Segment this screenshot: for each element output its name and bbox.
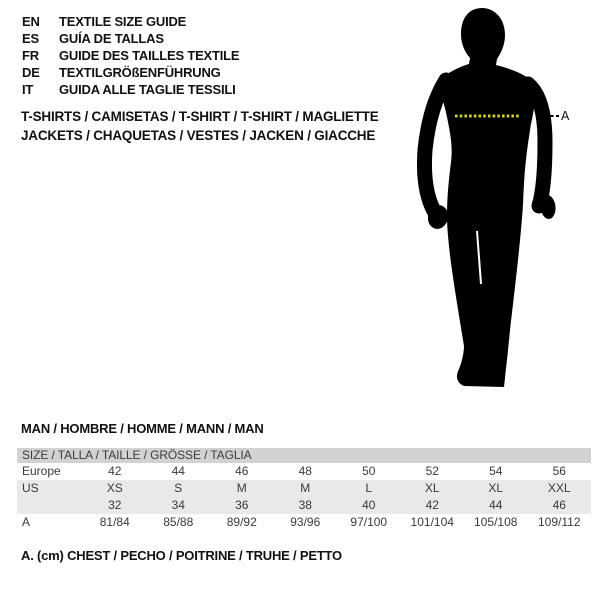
size-table-body bbox=[17, 463, 591, 531]
table-cell: 109/112 bbox=[538, 515, 581, 529]
table-cell: 38 bbox=[298, 498, 312, 512]
table-cell: 85/88 bbox=[163, 515, 194, 529]
table-row-label: US bbox=[22, 481, 39, 495]
man-silhouette bbox=[405, 5, 600, 395]
table-cell: 97/100 bbox=[350, 515, 388, 529]
table-row bbox=[17, 497, 591, 514]
size-table bbox=[17, 448, 591, 531]
table-cell: 42 bbox=[425, 498, 439, 512]
table-cell: 46 bbox=[552, 498, 566, 512]
table-cell: 56 bbox=[552, 464, 566, 478]
silhouette-left-arm bbox=[424, 80, 446, 211]
language-title: GUIDE DES TAILLES TEXTILE bbox=[59, 48, 240, 63]
language-code: IT bbox=[22, 82, 34, 97]
category-list bbox=[21, 108, 379, 145]
table-cell: L bbox=[365, 481, 373, 495]
table-row-label bbox=[17, 497, 83, 514]
language-row bbox=[22, 13, 239, 30]
table-row bbox=[17, 480, 591, 497]
table-cell: 44 bbox=[489, 498, 503, 512]
category-line: JACKETS / CHAQUETAS / VESTES / JACKEN / GIACCHE bbox=[21, 127, 376, 143]
table-cell: M bbox=[236, 481, 247, 495]
table-row-label: A bbox=[22, 515, 31, 529]
table-cell: 32 bbox=[108, 498, 122, 512]
language-title: TEXTILGRÖßENFÜHRUNG bbox=[59, 65, 221, 80]
language-list bbox=[22, 13, 239, 98]
table-cell: XS bbox=[106, 481, 123, 495]
table-cell: 81/84 bbox=[99, 515, 130, 529]
language-code: FR bbox=[22, 48, 39, 63]
table-cell: XXL bbox=[547, 481, 571, 495]
language-title: GUIDA ALLE TAGLIE TESSILI bbox=[59, 82, 236, 97]
language-row bbox=[22, 81, 239, 98]
language-row bbox=[22, 47, 239, 64]
table-cell: 105/108 bbox=[474, 515, 518, 529]
table-cell: 50 bbox=[362, 464, 376, 478]
language-row bbox=[22, 30, 239, 47]
table-cell: 52 bbox=[425, 464, 439, 478]
category-line: T-SHIRTS / CAMISETAS / T-SHIRT / T-SHIRT / MAGLIETTE bbox=[21, 109, 379, 124]
language-title: GUÍA DE TALLAS bbox=[59, 31, 164, 46]
table-cell: 48 bbox=[298, 464, 312, 478]
table-cell: 40 bbox=[362, 498, 376, 512]
table-cell: 93/96 bbox=[290, 515, 321, 529]
measure-label-a: A bbox=[561, 109, 570, 123]
table-cell: XL bbox=[424, 481, 440, 495]
measurement-footnote: A. (cm) CHEST / PECHO / POITRINE / TRUHE / PETTO bbox=[21, 548, 342, 563]
table-cell: M bbox=[300, 481, 311, 495]
silhouette-body bbox=[437, 8, 535, 387]
language-code: ES bbox=[22, 31, 39, 46]
table-row bbox=[17, 463, 591, 480]
table-cell: 101/104 bbox=[410, 515, 454, 529]
language-row bbox=[22, 64, 239, 81]
table-cell: 34 bbox=[171, 498, 185, 512]
table-cell: 36 bbox=[235, 498, 249, 512]
figure-area bbox=[405, 5, 600, 395]
table-cell: S bbox=[174, 481, 183, 495]
table-cell: 54 bbox=[489, 464, 503, 478]
table-cell: 46 bbox=[235, 464, 249, 478]
table-cell: 42 bbox=[108, 464, 122, 478]
language-title: TEXTILE SIZE GUIDE bbox=[59, 14, 187, 29]
language-code: DE bbox=[22, 65, 40, 80]
table-cell: 44 bbox=[171, 464, 185, 478]
language-code: EN bbox=[22, 14, 40, 29]
table-row bbox=[17, 514, 591, 531]
table-cell: 89/92 bbox=[226, 515, 257, 529]
table-cell: XL bbox=[488, 481, 504, 495]
gender-title: MAN / HOMBRE / HOMME / MANN / MAN bbox=[21, 421, 264, 436]
table-row-label: Europe bbox=[22, 464, 61, 478]
size-table-header: SIZE / TALLA / TAILLE / GRÖSSE / TAGLIA bbox=[17, 448, 591, 463]
